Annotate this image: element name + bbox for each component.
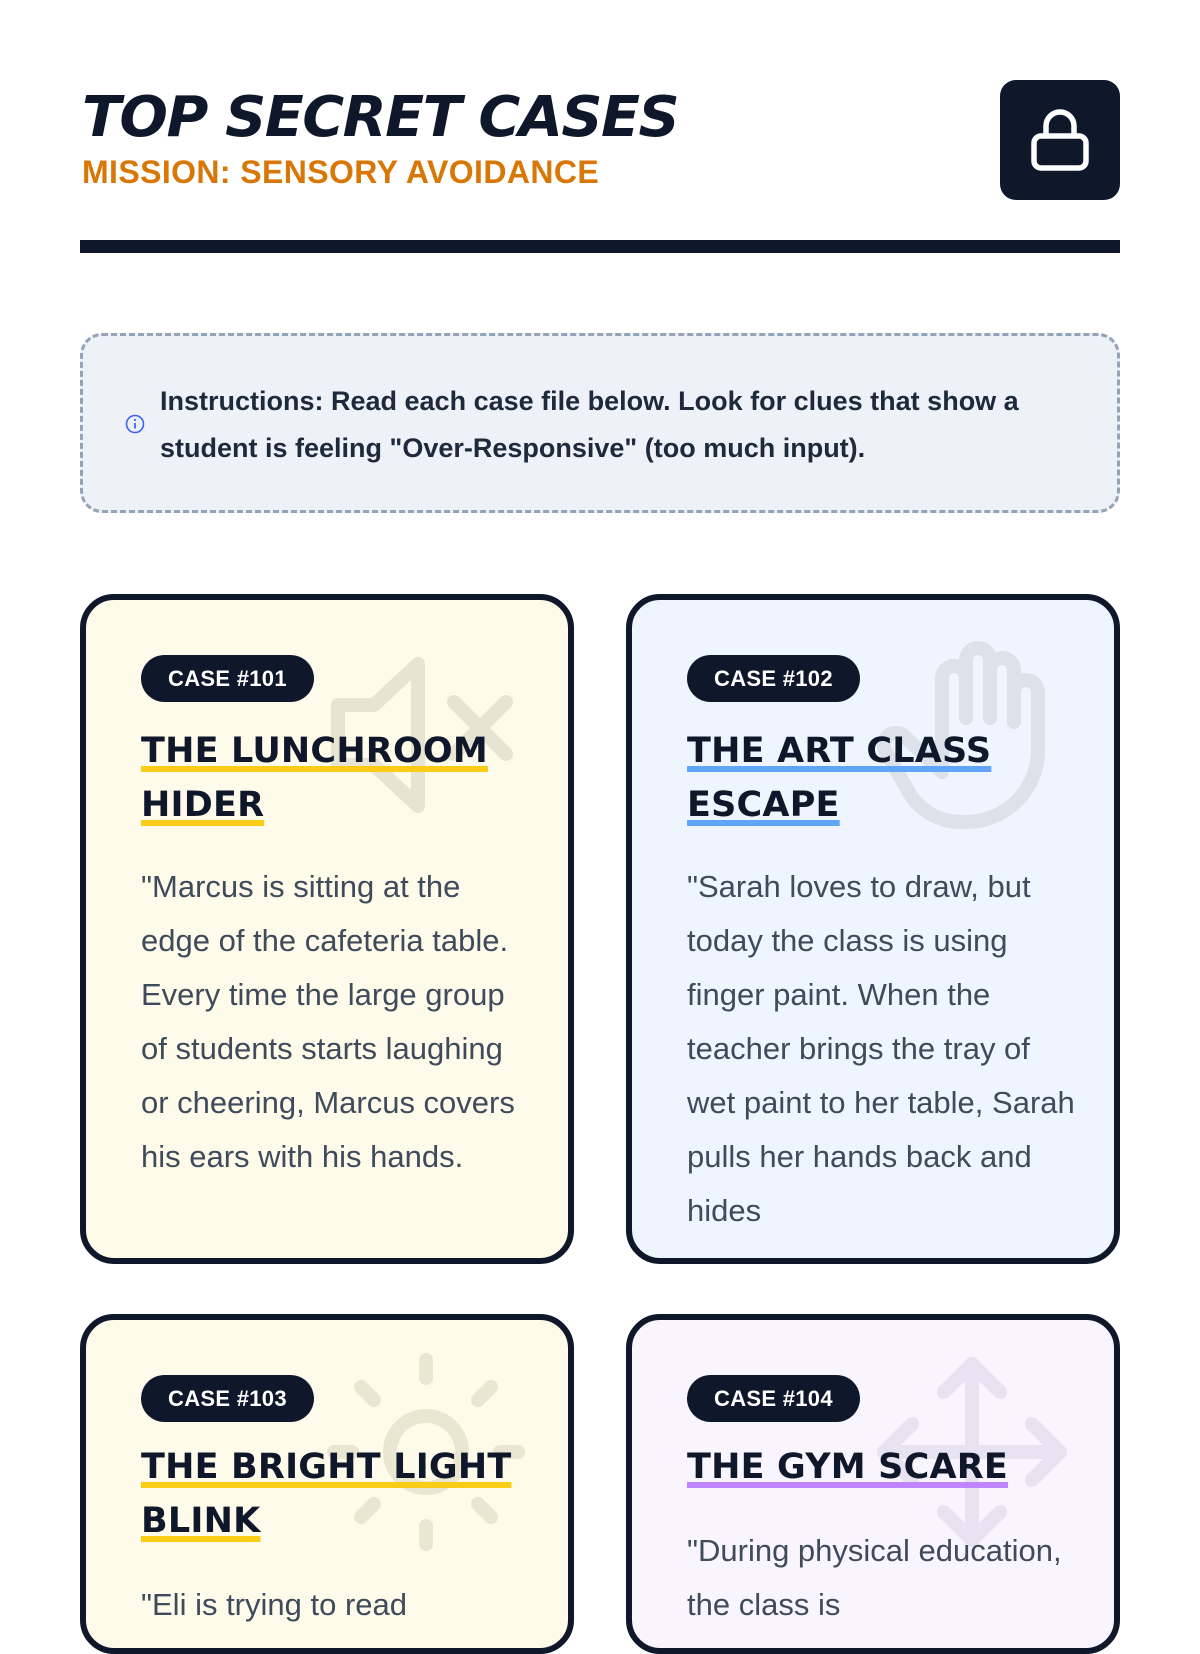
case-badge: CASE #101 <box>141 655 314 702</box>
instructions-box <box>80 333 1120 513</box>
case-title: THE BRIGHT LIGHT BLINK <box>141 1447 512 1541</box>
page-header <box>80 80 1120 200</box>
case-description: "Eli is trying to read <box>141 1587 407 1622</box>
case-card-102[interactable] <box>626 594 1120 1264</box>
case-card-104[interactable] <box>626 1314 1120 1654</box>
case-card-101[interactable] <box>80 594 574 1264</box>
info-icon <box>125 414 145 434</box>
case-badge: CASE #102 <box>687 655 860 702</box>
case-description: "During physical education, the class is <box>687 1533 1062 1622</box>
case-description: "Sarah loves to draw, but today the class is using finger paint. When the teacher brings the tray of wet paint to her table, Sarah pulls her hands back and hides <box>687 869 1075 1228</box>
case-title: THE ART CLASS ESCAPE <box>687 731 992 825</box>
page-title: TOP SECRET CASES <box>82 85 679 150</box>
case-badge: CASE #103 <box>141 1375 314 1422</box>
case-title: THE LUNCHROOM HIDER <box>141 731 488 825</box>
case-title: THE GYM SCARE <box>687 1447 1009 1487</box>
lock-button[interactable] <box>1000 80 1120 200</box>
case-card-103[interactable] <box>80 1314 574 1654</box>
mission-subtitle: MISSION: SENSORY AVOIDANCE <box>82 154 600 190</box>
header-divider <box>80 240 1120 253</box>
lock-icon <box>1030 108 1090 172</box>
case-badge: CASE #104 <box>687 1375 860 1422</box>
instructions-text: Instructions: Read each case file below. Look for clues that show a student is feeling "Over-Responsive" (too much input). <box>160 386 1019 463</box>
case-description: "Marcus is sitting at the edge of the cafeteria table. Every time the large group of students starts laughing or cheering, Marcus covers his ears with his hands. <box>141 869 515 1174</box>
